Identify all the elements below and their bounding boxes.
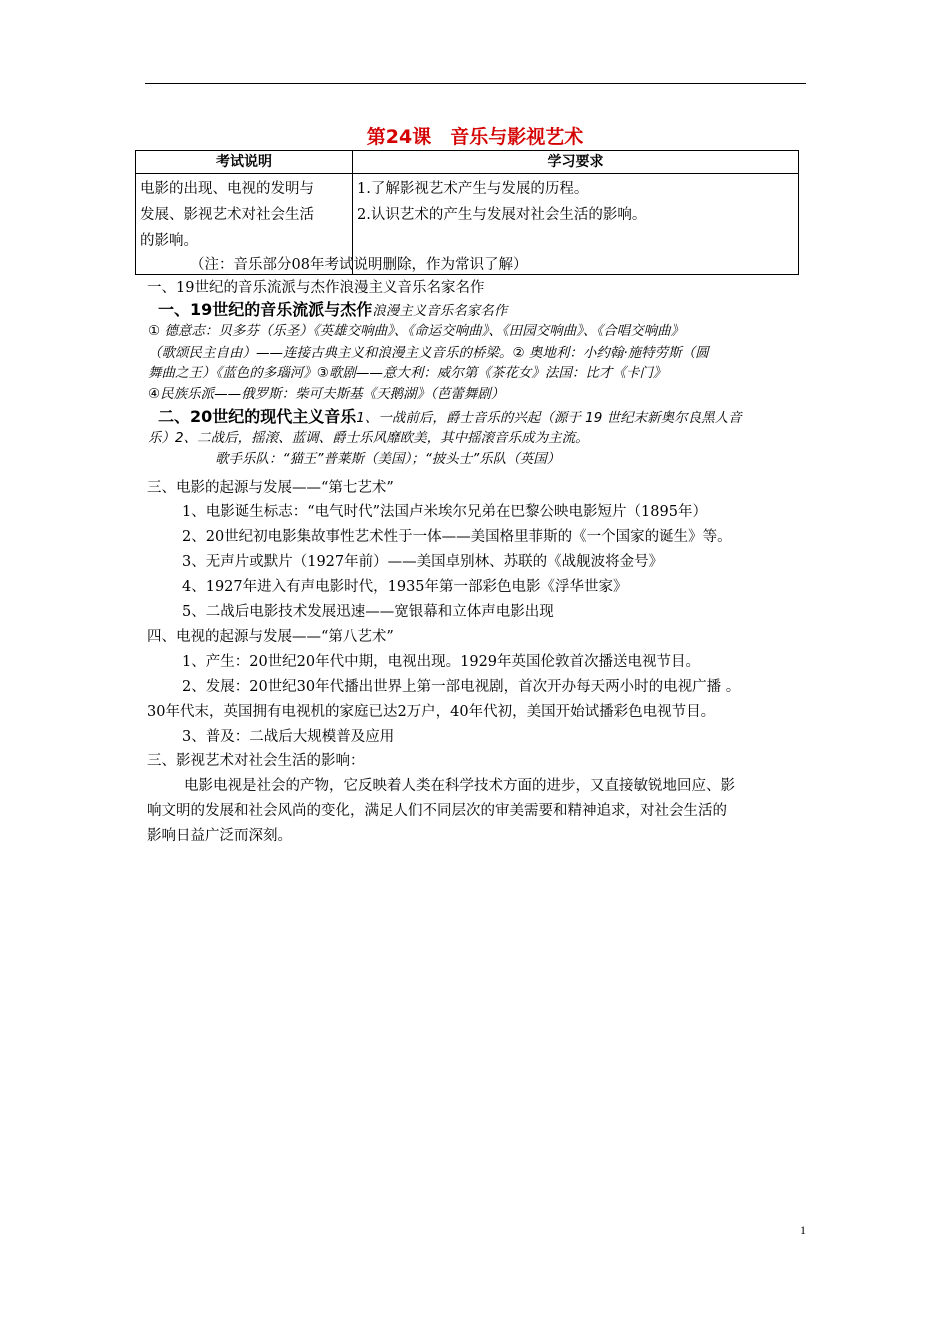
hand-line: 舞曲之王）《蓝色的多瑙河》③歌剧——意大利：威尔第《茶花女》法国：比才《卡门》: [148, 365, 667, 381]
hand-line: ① 德意志：贝多芬（乐圣）《英雄交响曲》、《命运交响曲》、《田园交响曲》、《合唱交响曲》: [148, 323, 685, 339]
exam-line: 的影响。: [140, 233, 198, 249]
section4-item-cont: 30年代末，英国拥有电视机的家庭已达2万户，40年代初，美国开始试播彩色电视节目。: [147, 704, 716, 720]
hand-line: 歌手乐队：“猫王”普莱斯（美国）；“披头士”乐队（英国）: [215, 451, 561, 467]
section5-paragraph: 电影电视是社会的产物，它反映着人类在科学技术方面的进步，又直接敏锐地回应、影: [184, 778, 735, 794]
table-header-requirements: 学习要求: [353, 151, 799, 174]
page-number: 1: [800, 1223, 806, 1237]
requirement-line: 1.了解影视艺术产生与发展的历程。: [357, 181, 589, 197]
header-rule: [145, 83, 806, 84]
hand-line: （歌颂民主自由）——连接古典主义和浪漫主义音乐的桥梁。② 奥地利：小约翰·施特劳斯（圆: [148, 345, 709, 361]
section3-item: 3、无声片或默片（1927年前）——美国卓别林、苏联的《战舰波将金号》: [182, 554, 664, 570]
section5-paragraph: 响文明的发展和社会风尚的变化，满足人们不同层次的审美需要和精神追求，对社会生活的: [147, 803, 727, 819]
section3-item: 4、1927年进入有声电影时代，1935年第一部彩色电影《浮华世家》: [182, 579, 628, 595]
hand-line: ④民族乐派——俄罗斯：柴可夫斯基《天鹅湖》（芭蕾舞剧）: [148, 386, 505, 402]
section5-title: 三、影视艺术对社会生活的影响：: [147, 753, 365, 769]
note: （注：音乐部分08年考试说明删除，作为常识了解）: [190, 257, 528, 273]
page-title: 第24课 音乐与影视艺术: [366, 126, 584, 148]
section5-paragraph: 影响日益广泛而深刻。: [147, 828, 292, 844]
hand-heading-2: [158, 407, 742, 428]
section1-title: 一、19世纪的音乐流派与杰作浪漫主义音乐名家名作: [147, 280, 485, 296]
hand-heading-1-tail: 浪漫主义音乐名家名作: [372, 303, 508, 319]
hand-heading-1: [158, 300, 507, 321]
table-header-exam: 考试说明: [136, 151, 353, 174]
section3-item: 2、20世纪初电影集故事性艺术性于一体——美国格里菲斯的《一个国家的诞生》等。: [182, 529, 732, 545]
exam-line: 发展、影视艺术对社会生活: [140, 207, 314, 223]
requirement-line: 2.认识艺术的产生与发展对社会生活的影响。: [357, 207, 647, 223]
hand-line: 乐）2、二战后，摇滚、蓝调、爵士乐风靡欧美，其中摇滚音乐成为主流。: [148, 430, 589, 446]
section4-item: 2、发展：20世纪30年代播出世界上第一部电视剧，首次开办每天两小时的电视广播 。: [182, 679, 741, 695]
hand-heading-2-bold: 二、20世纪的现代主义音乐: [158, 407, 357, 426]
section3-title: 三、电影的起源与发展——“第七艺术”: [147, 480, 394, 496]
section4-item: 1、产生：20世纪20年代中期，电视出现。1929年英国伦敦首次播送电视节目。: [182, 654, 701, 670]
section3-item: 1、电影诞生标志：“电气时代”法国卢米埃尔兄弟在巴黎公映电影短片（1895年）: [182, 504, 707, 520]
exam-line: 电影的出现、电视的发明与: [140, 181, 314, 197]
section3-item: 5、二战后电影技术发展迅速——宽银幕和立体声电影出现: [182, 604, 554, 620]
section4-item: 3、普及：二战后大规模普及应用: [182, 729, 395, 745]
section4-title: 四、电视的起源与发展——“第八艺术”: [147, 629, 394, 645]
hand-heading-1-bold: 一、19世纪的音乐流派与杰作: [158, 300, 373, 319]
hand-heading-2-tail: 1、一战前后，爵士音乐的兴起（源于 19 世纪末新奥尔良黑人音: [356, 410, 742, 426]
